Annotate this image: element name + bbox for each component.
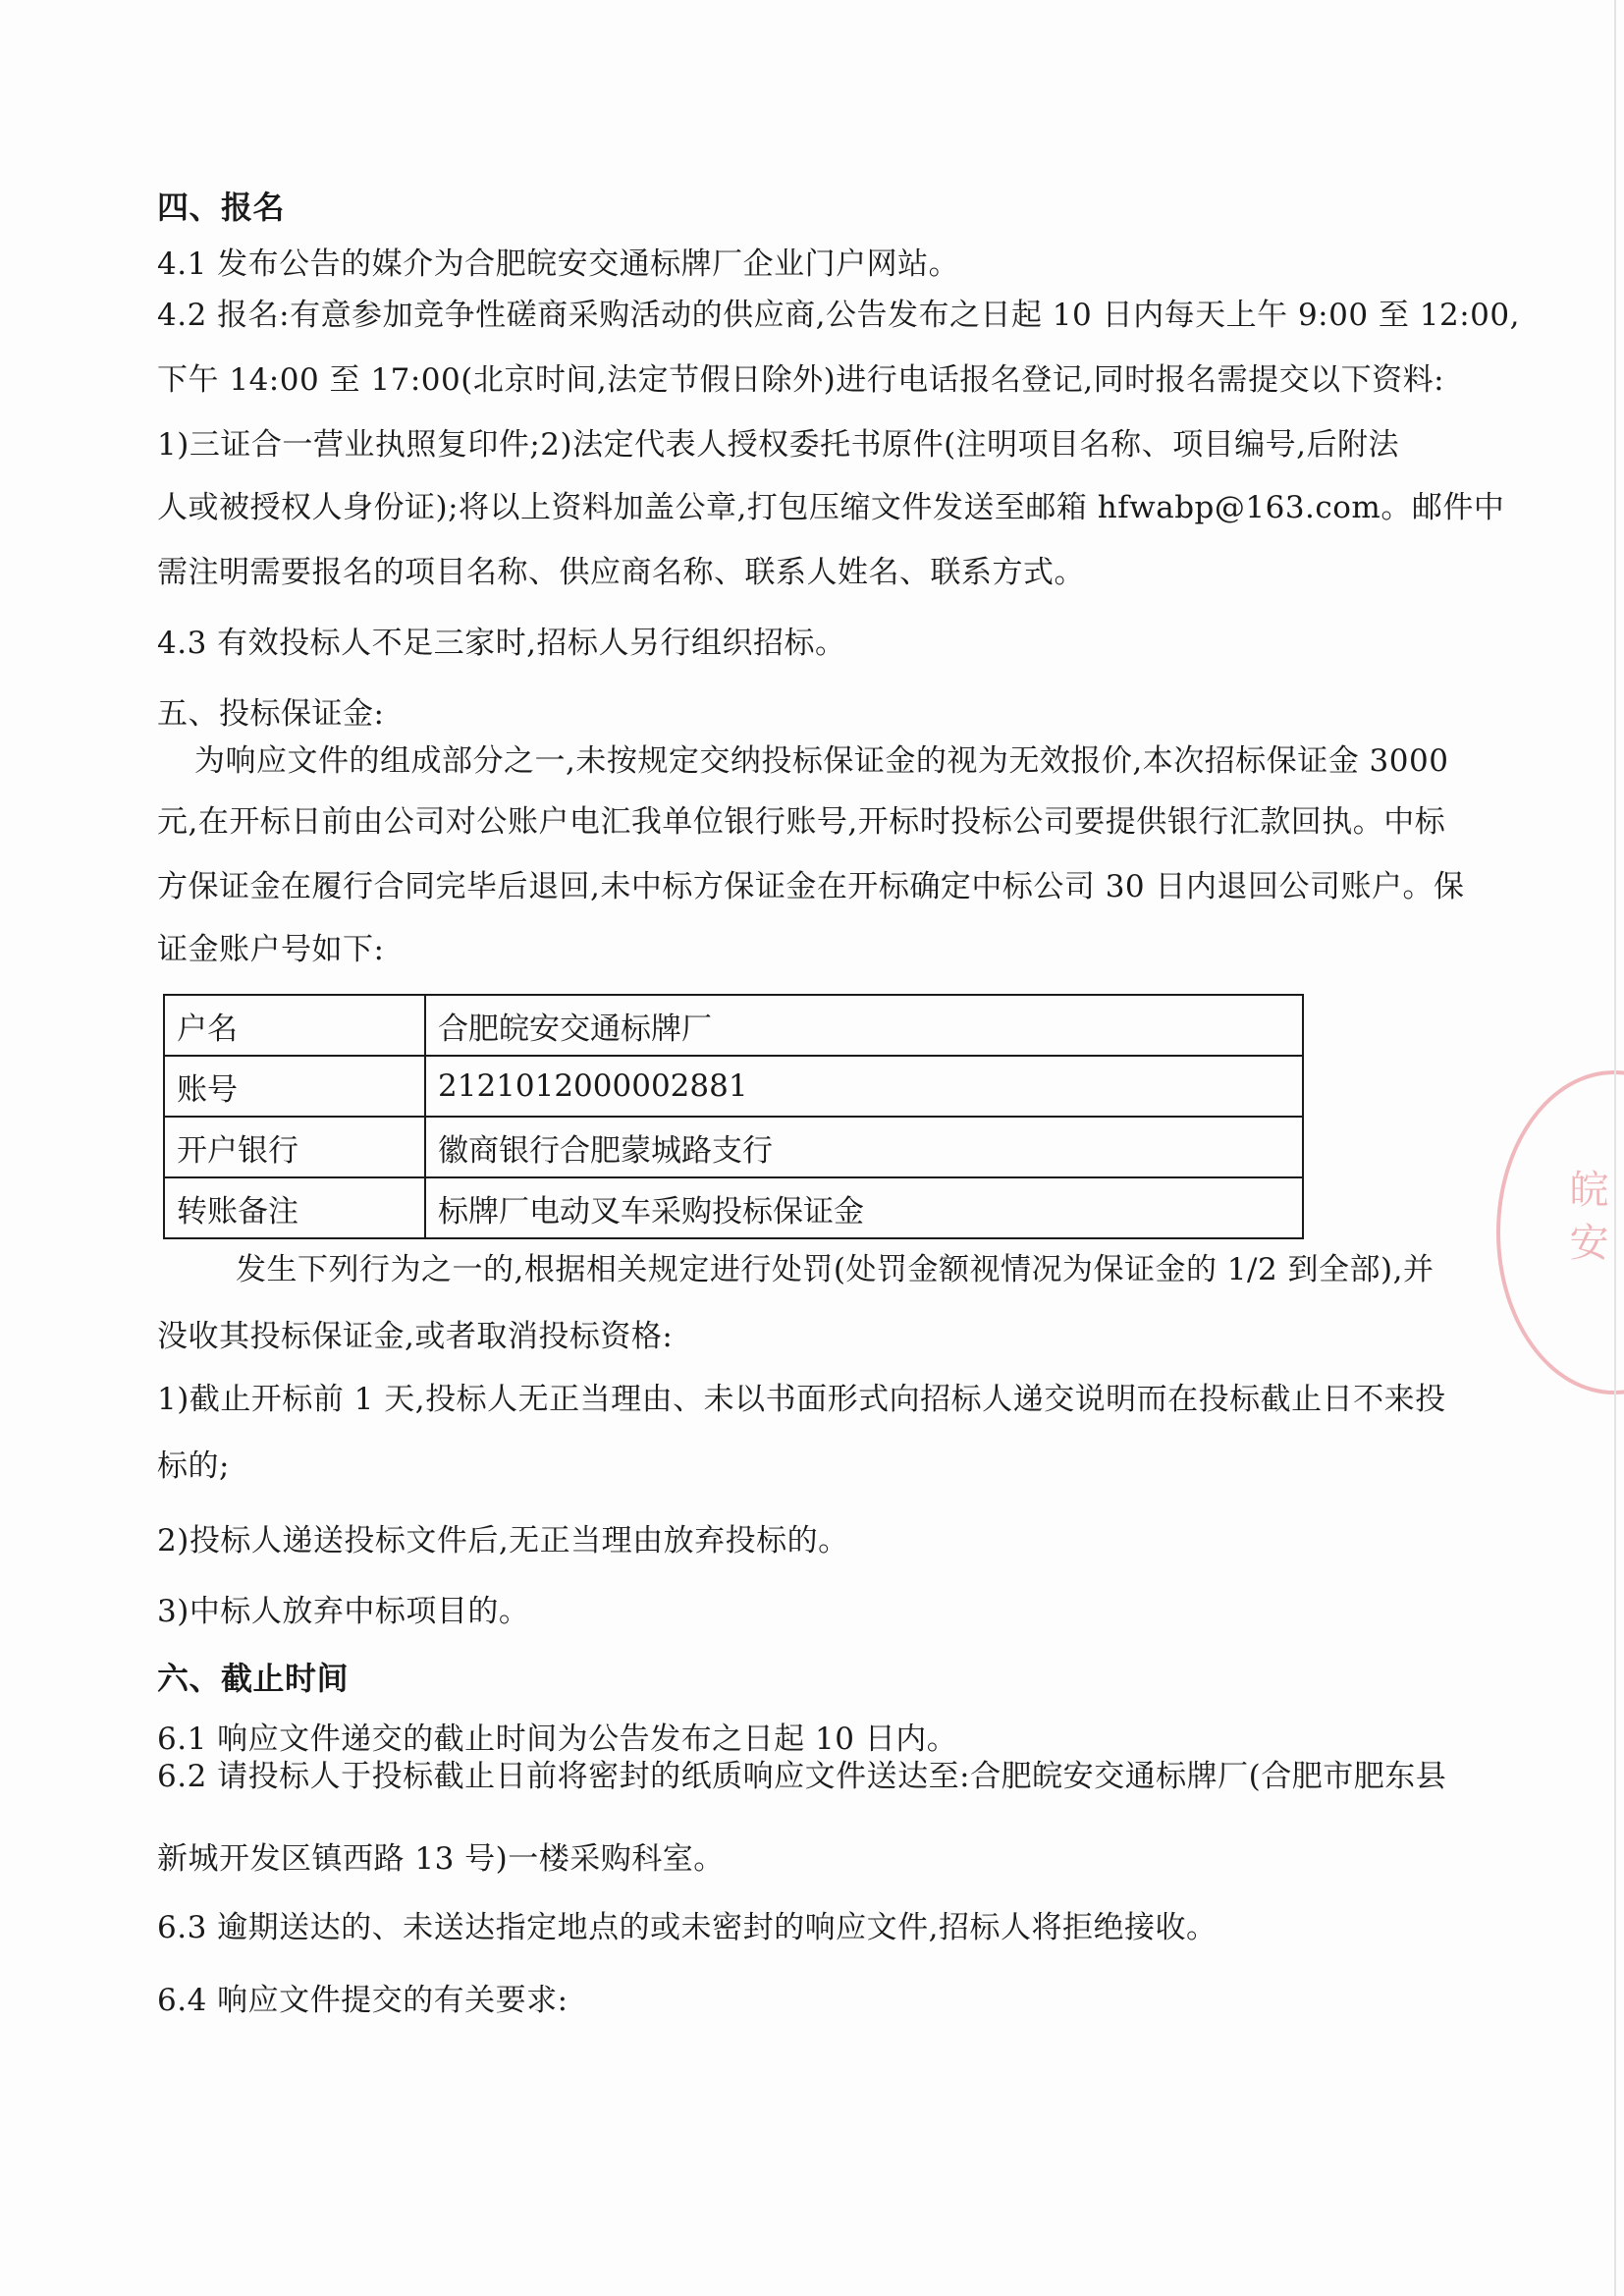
list-item-2: 2)投标人递送投标文件后,无正当理由放弃投标的。 [157,1523,849,1558]
table-cell-value: 合肥皖安交通标牌厂 [425,995,1303,1056]
table-row [164,995,1303,1056]
paragraph-4-3: 4.3 有效投标人不足三家时,招标人另行组织招标。 [157,626,846,661]
deposit-account-table [163,994,1304,1239]
paragraph-5-1-line-2: 元,在开标日前由公司对公账户电汇我单位银行账号,开标时投标公司要提供银行汇款回执。中标 [157,804,1446,840]
paragraph-5-1-line-1: 为响应文件的组成部分之一,未按规定交纳投标保证金的视为无效报价,本次招标保证金 3000 [194,743,1449,779]
list-item-3: 3)中标人放弃中标项目的。 [157,1594,530,1629]
section-5-heading: 五、投标保证金: [157,696,385,732]
paragraph-4-2-line-2: 下午 14:00 至 17:00(北京时间,法定节假日除外)进行电话报名登记,同时报名需提交以下资料: [157,362,1445,398]
paragraph-4-2-line-5: 需注明需要报名的项目名称、供应商名称、联系人姓名、联系方式。 [157,555,1085,590]
company-seal-text: 皖安 [1563,1169,1608,1275]
section-6-heading: 六、截止时间 [157,1660,350,1697]
paragraph-5-1-line-3: 方保证金在履行合同完毕后退回,未中标方保证金在开标确定中标公司 30 日内退回公司账户。保 [157,869,1465,904]
paragraph-6-4: 6.4 响应文件提交的有关要求: [157,1983,568,2018]
list-item-1-line-2: 标的; [157,1449,230,1484]
paragraph-5-1-line-4: 证金账户号如下: [157,932,385,967]
paragraph-6-3: 6.3 逾期送达的、未送达指定地点的或未密封的响应文件,招标人将拒绝接收。 [157,1910,1218,1945]
table-cell-value: 标牌厂电动叉车采购投标保证金 [425,1177,1303,1238]
table-cell-value: 2121012000002881 [425,1056,1303,1117]
paragraph-5-2-line-2: 没收其投标保证金,或者取消投标资格: [157,1319,674,1354]
table-cell-key: 户名 [164,995,425,1056]
table-row [164,1177,1303,1238]
section-4-heading: 四、报名 [157,189,286,226]
table-row [164,1056,1303,1117]
table-row [164,1117,1303,1177]
table-cell-key: 账号 [164,1056,425,1117]
table-cell-value: 徽商银行合肥蒙城路支行 [425,1117,1303,1177]
list-item-1-line-1: 1)截止开标前 1 天,投标人无正当理由、未以书面形式向招标人递交说明而在投标截止日不来投 [157,1382,1446,1417]
paragraph-6-1: 6.1 响应文件递交的截止时间为公告发布之日起 10 日内。 [157,1722,958,1757]
scan-edge-divider [1614,0,1616,2296]
paragraph-4-1: 4.1 发布公告的媒介为合肥皖安交通标牌厂企业门户网站。 [157,246,960,282]
table-cell-key: 转账备注 [164,1177,425,1238]
paragraph-6-2-line-1: 6.2 请投标人于投标截止日前将密封的纸质响应文件送达至:合肥皖安交通标牌厂(合肥市肥东县 [157,1759,1447,1794]
paragraph-6-2-line-2: 新城开发区镇西路 13 号)一楼采购科室。 [157,1841,725,1877]
paragraph-4-2-line-1: 4.2 报名:有意参加竞争性磋商采购活动的供应商,公告发布之日起 10 日内每天上午 9:00 至 12:00, [157,298,1520,333]
paragraph-4-2-line-4: 人或被授权人身份证);将以上资料加盖公章,打包压缩文件发送至邮箱 hfwabp@163.com。邮件中 [157,490,1505,525]
paragraph-4-2-line-3: 1)三证合一营业执照复印件;2)法定代表人授权委托书原件(注明项目名称、项目编号,后附法 [157,427,1400,463]
paragraph-5-2-line-1: 发生下列行为之一的,根据相关规定进行处罚(处罚金额视情况为保证金的 1/2 到全部),并 [236,1252,1435,1287]
table-cell-key: 开户银行 [164,1117,425,1177]
